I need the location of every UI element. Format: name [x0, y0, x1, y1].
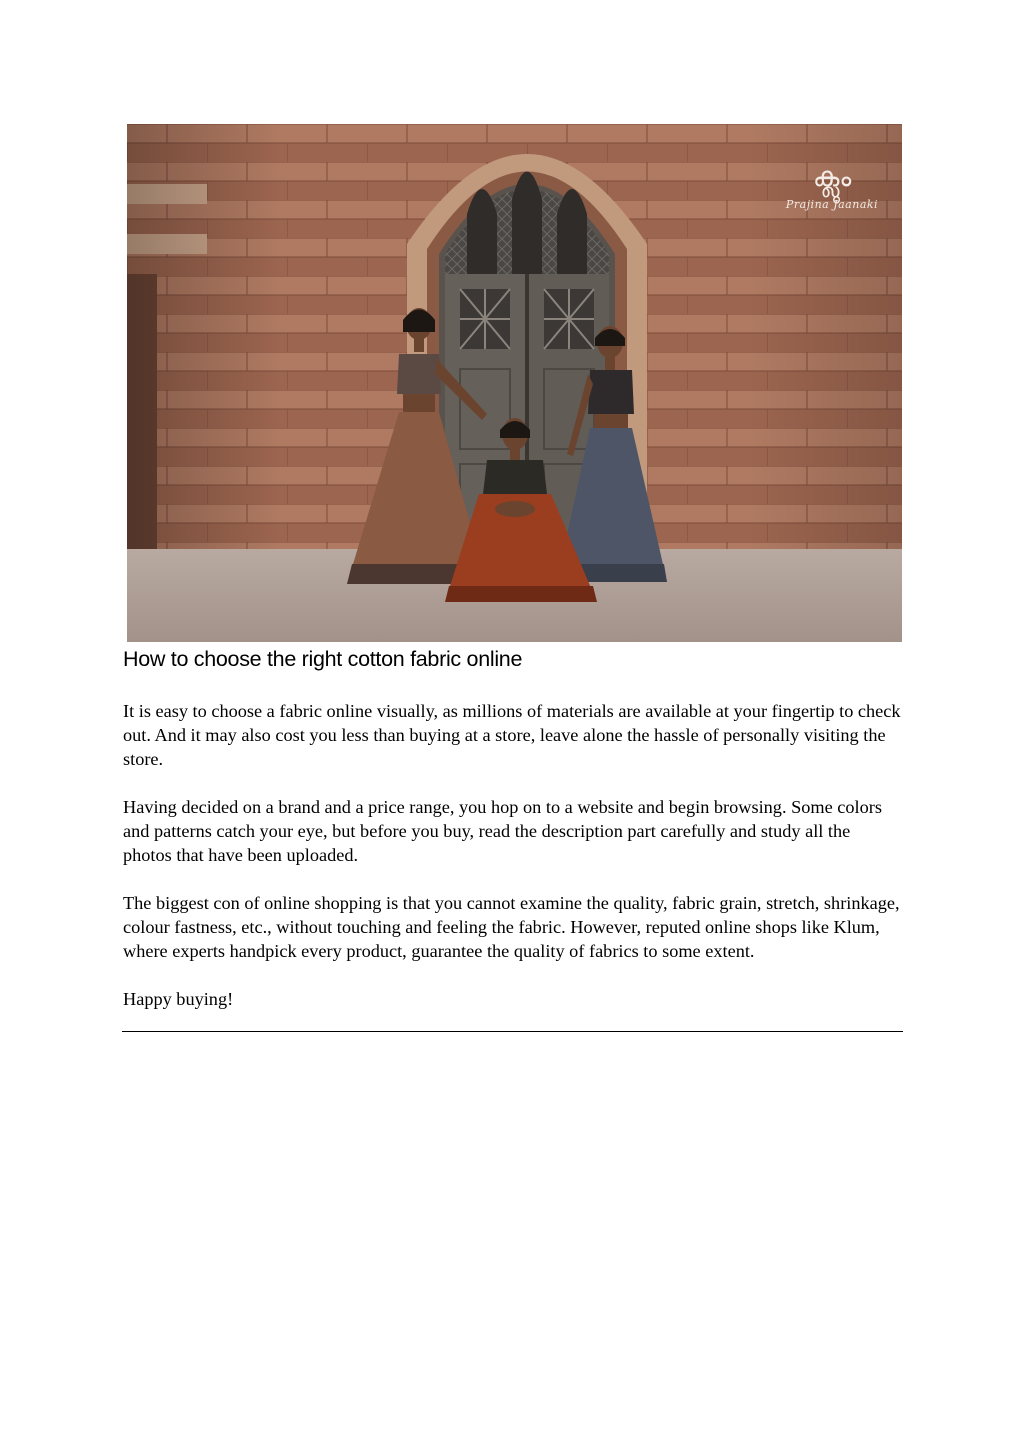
article-body	[123, 699, 903, 1011]
horizontal-divider	[122, 1031, 903, 1032]
paragraph-closing: Happy buying!	[123, 989, 234, 1009]
article-title: How to choose the right cotton fabric online	[123, 647, 523, 671]
paragraph: Having decided on a brand and a price range, you hop on to a website and begin browsing. Some colors and patterns catch your eye, but before you buy, read the description part carefully and study all the photos that have been uploaded.	[123, 797, 882, 865]
brand-logo-glyphs: ക്ലും	[812, 160, 852, 193]
photo-image	[127, 124, 902, 642]
paragraph: It is easy to choose a fabric online visually, as millions of materials are available at your fingertip to check out. And it may also cost you less than buying at a store, leave alone the hassle of personally visiting the store.	[123, 701, 901, 769]
hero-photo	[127, 124, 902, 642]
paragraph: The biggest con of online shopping is that you cannot examine the quality, fabric grain, stretch, shrinkage, colour fastness, etc., without touching and feeling the fabric. However, reputed online shops like Klum, where experts handpick every product, guarantee the quality of fabrics to some extent.	[123, 893, 900, 961]
brand-logo-caption: Prajina Jaanaki	[785, 198, 879, 211]
